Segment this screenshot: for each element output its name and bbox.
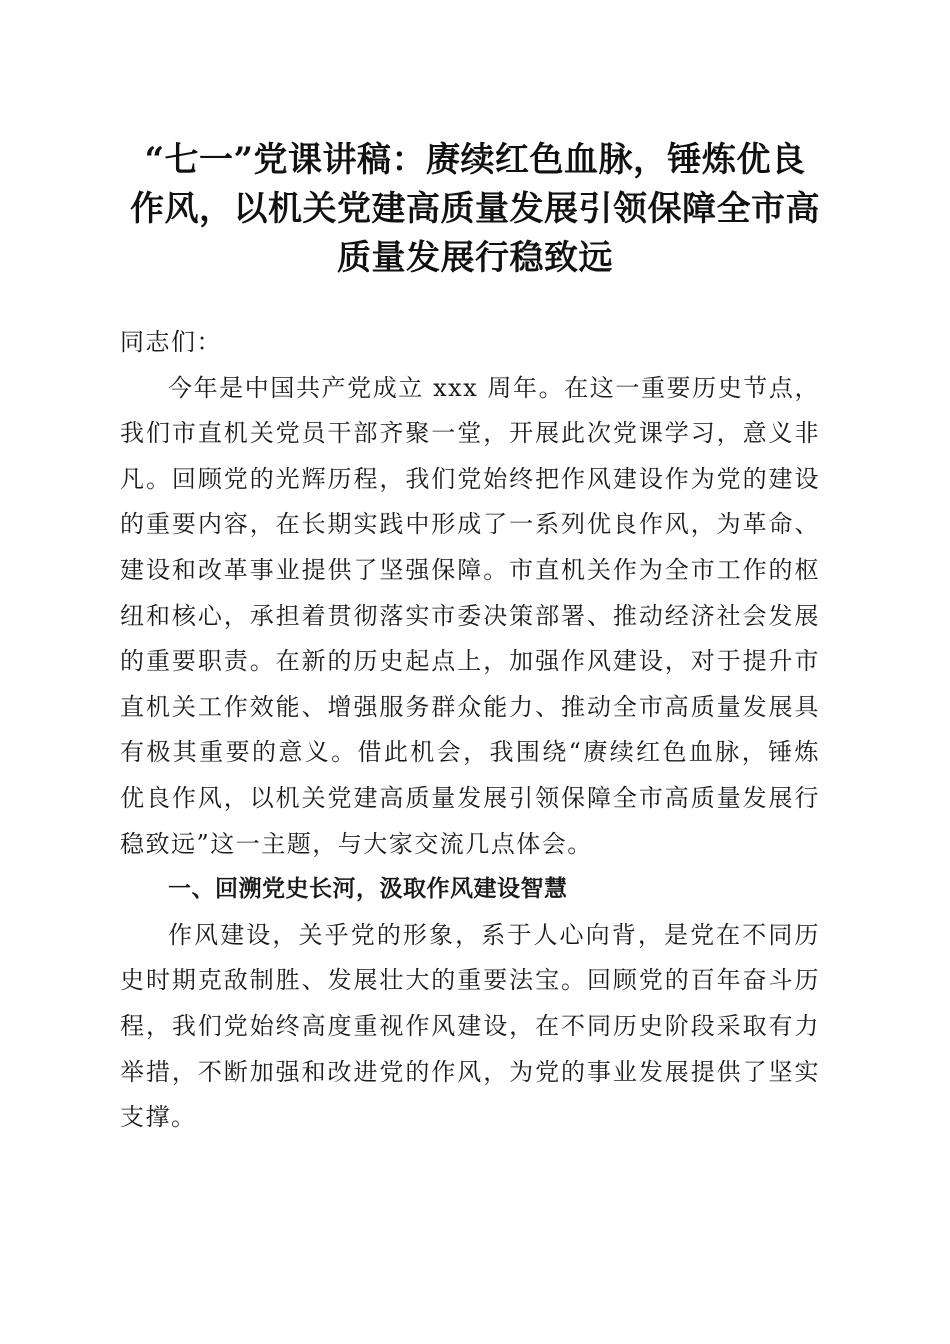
document-title — [110, 136, 840, 283]
body-paragraph: 今年是中国共产党成立 xxx 周年。在这一重要历史节点，我们市直机关党员干部齐聚一堂，开展此次党课学习，意义非凡。回顾党的光辉历程，我们党始终把作风建设作为党的建设的重要内容，在长期实践中形成了一系列优良作风，为革命、建设和改革事业提供了坚强保障。市直机关作为全市工作的枢纽和核心，承担着贯彻落实市委决策部署、推动经济社会发展的重要职责。在新的历史起点上，加强作风建设，对于提升市直机关工作效能、增强服务群众能力、推动全市高质量发展具有极其重要的意义。借此机会，我围绕“赓续红色血脉，锤炼优良作风，以机关党建高质量发展引领保障全市高质量发展行稳致远”这一主题，与大家交流几点体会。 — [120, 373, 820, 858]
title-line: “七一”党课讲稿：赓续红色血脉，锤炼优良 — [144, 140, 806, 180]
salutation: 同志们： — [120, 328, 222, 356]
document-body — [120, 320, 820, 1141]
title-line: 作风，以机关党建高质量发展引领保障全市高 — [130, 189, 820, 229]
section-heading: 一、回溯党史长河，汲取作风建设智慧 — [168, 876, 568, 903]
title-line: 质量发展行稳致远 — [337, 238, 613, 278]
section-paragraph: 作风建设，关乎党的形象，系于人心向背，是党在不同历史时期克敌制胜、发展壮大的重要法宝。回顾党的百年奋斗历程，我们党始终高度重视作风建设，在不同历史阶段采取有力举措，不断加强和改进党的作风，为党的事业发展提供了坚实支撑。 — [120, 920, 820, 1132]
